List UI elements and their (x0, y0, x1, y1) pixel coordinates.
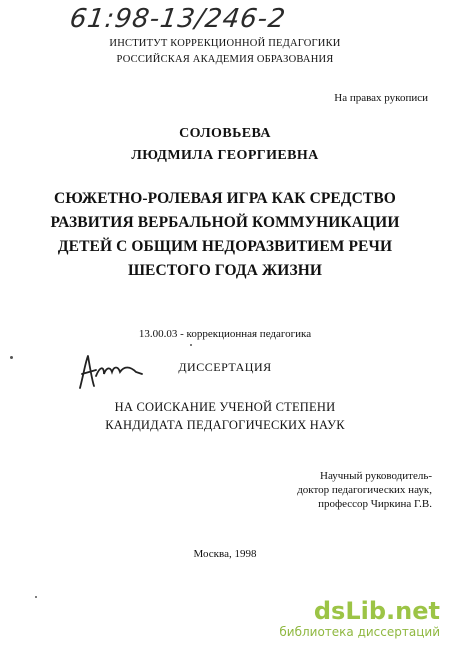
academy-name: РОССИЙСКАЯ АКАДЕМИЯ ОБРАЗОВАНИЯ (116, 54, 334, 65)
advisor-name: профессор Чиркина Г.В. (318, 498, 432, 510)
degree-line-2: КАНДИДАТА ПЕДАГОГИЧЕСКИХ НАУК (105, 418, 345, 432)
document-type: ДИССЕРТАЦИЯ (178, 360, 272, 374)
specialty-code: 13.00.03 - коррекционная педагогика (138, 328, 312, 340)
scan-speck (35, 596, 37, 598)
city-year: Москва, 1998 (193, 548, 257, 560)
scan-speck (10, 356, 13, 359)
institute-name: ИНСТИТУТ КОРРЕКЦИОННОЙ ПЕДАГОГИКИ (109, 38, 341, 49)
scan-speck (190, 344, 192, 346)
watermark-logo (279, 599, 440, 639)
degree-line-1: НА СОИСКАНИЕ УЧЕНОЙ СТЕПЕНИ (114, 400, 336, 414)
handwritten-catalog-code: 61:98-13/246-2 (67, 4, 288, 34)
watermark-tagline: библиотека диссертаций (279, 625, 440, 639)
advisor-title: Научный руководитель- (320, 470, 432, 482)
title-line-2: РАЗВИТИЯ ВЕРБАЛЬНОЙ КОММУНИКАЦИИ (50, 214, 400, 231)
author-surname: СОЛОВЬЕВА (179, 126, 271, 141)
title-line-3: ДЕТЕЙ С ОБЩИМ НЕДОРАЗВИТИЕМ РЕЧИ (57, 238, 393, 255)
advisor-degree: доктор педагогических наук, (297, 484, 432, 496)
title-line-1: СЮЖЕТНО-РОЛЕВАЯ ИГРА КАК СРЕДСТВО (54, 190, 396, 207)
title-line-4: ШЕСТОГО ГОДА ЖИЗНИ (127, 262, 323, 279)
author-name: ЛЮДМИЛА ГЕОРГИЕВНА (131, 148, 319, 163)
watermark-brand: dsLib.net (313, 597, 440, 625)
rights-notice: На правах рукописи (334, 92, 428, 104)
